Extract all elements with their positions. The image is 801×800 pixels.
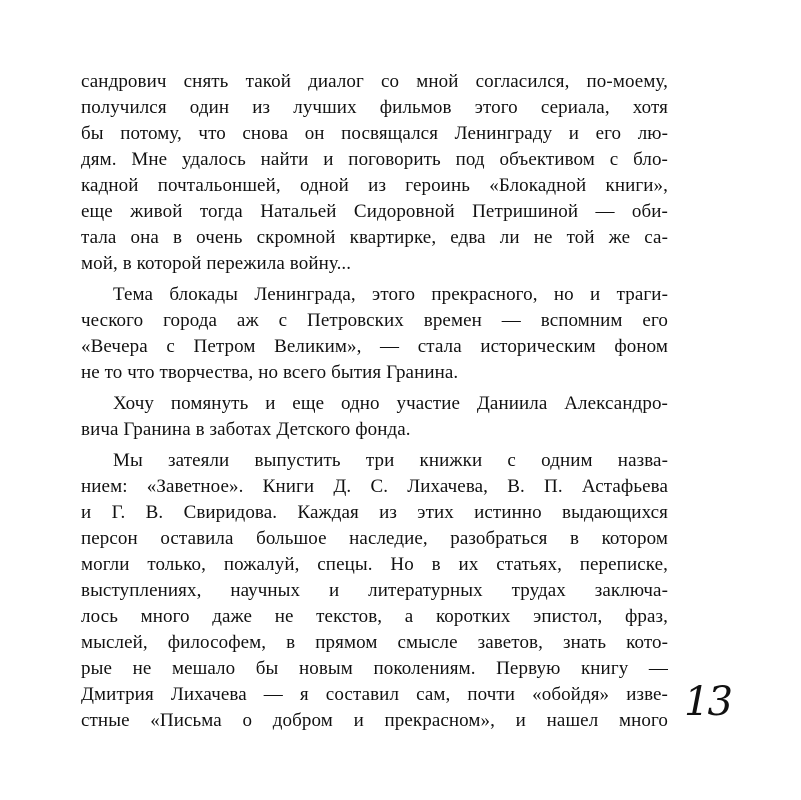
text-line: не то что творчества, но всего бытия Гранина.	[81, 362, 459, 383]
text-line: Тема блокады Ленинграда, этого прекрасного, но и траги-	[113, 284, 668, 305]
paragraph-4	[81, 448, 668, 734]
page-number: 13	[684, 679, 731, 725]
paragraph-1	[81, 69, 668, 277]
text-line: выступлениях, научных и литературных трудах заключа-	[81, 580, 668, 601]
text-line: кадной почтальоншей, одной из героинь «Блокадной книги»,	[81, 175, 668, 196]
text-line: и Г. В. Свиридова. Каждая из этих истинно выдающихся	[81, 502, 668, 523]
paragraph-3	[81, 391, 668, 443]
text-line: стные «Письма о добром и прекрасном», и нашел много	[81, 710, 668, 731]
paragraph-2	[81, 282, 668, 386]
text-line: вича Гранина в заботах Детского фонда.	[81, 419, 411, 440]
text-line: еще живой тогда Натальей Сидоровной Петришиной — оби-	[81, 201, 668, 222]
text-line: персон оставила большое наследие, разобраться в котором	[81, 528, 668, 549]
text-line: получился один из лучших фильмов этого сериала, хотя	[81, 97, 668, 118]
text-line: рые не мешало бы новым поколениям. Первую книгу —	[81, 658, 668, 679]
text-line: сандрович снять такой диалог со мной согласился, по-моему,	[81, 71, 668, 92]
text-line: дям. Мне удалось найти и поговорить под объективом с бло-	[81, 149, 668, 170]
text-line: Мы затеяли выпустить три книжки с одним назва-	[113, 450, 668, 471]
text-line: Дмитрия Лихачева — я составил сам, почти «обойдя» изве-	[81, 684, 668, 705]
text-line: Хочу помянуть и еще одно участие Даниила Александро-	[113, 393, 668, 414]
body-text	[81, 69, 668, 734]
text-line: ческого города аж с Петровских времен — вспомним его	[81, 310, 668, 331]
text-line: бы потому, что снова он посвящался Ленинграду и его лю-	[81, 123, 668, 144]
text-line: могли только, пожалуй, спецы. Но в их статьях, переписке,	[81, 554, 668, 575]
text-line: «Вечера с Петром Великим», — стала историческим фоном	[81, 336, 668, 357]
text-line: мой, в которой пережила войну...	[81, 253, 352, 274]
text-line: мыслей, философем, в прямом смысле заветов, знать кото-	[81, 632, 668, 653]
text-line: нием: «Заветное». Книги Д. С. Лихачева, В. П. Астафьева	[81, 476, 668, 497]
text-line: лось много даже не текстов, а коротких эпистол, фраз,	[81, 606, 668, 627]
text-line: тала она в очень скромной квартирке, едва ли не той же са-	[81, 227, 668, 248]
